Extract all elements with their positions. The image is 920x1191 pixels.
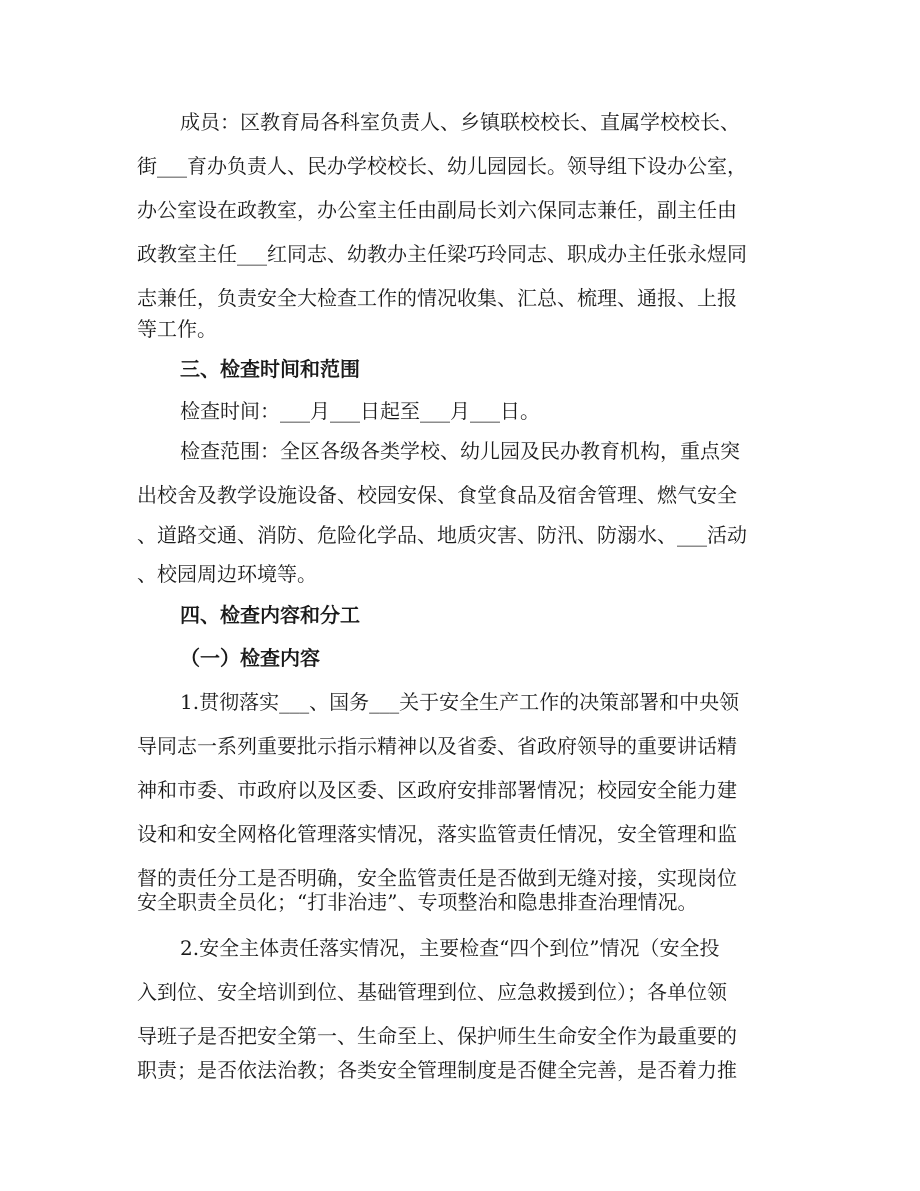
members-paragraph-line-1: 成员：区教育局各科室负责人、乡镇联校校长、直属学校校长、 xyxy=(180,110,740,134)
subsection-heading-1: （一）检查内容 xyxy=(180,646,320,670)
item-1-line-3: 神和市委、市政府以及区委、区政府安排部署情况；校园安全能力建 xyxy=(137,778,737,802)
item-1-line-6: 安全职责全员化；“打非治违”、专项整治和隐患排查治理情况。 xyxy=(137,890,698,914)
item-1-line-2: 导同志一系列重要批示指示精神以及省委、省政府领导的重要讲话精 xyxy=(137,734,737,758)
check-scope-line-2: 出校舍及教学设施设备、校园安保、食堂食品及宿舍管理、燃气安全 xyxy=(137,483,737,507)
item-2-line-3: 导班子是否把安全第一、生命至上、保护师生生命安全作为最重要的 xyxy=(137,1024,737,1048)
item-2-line-2: 入到位、安全培训到位、基础管理到位、应急救援到位）；各单位领 xyxy=(137,980,727,1004)
check-time-line: 检查时间：___月___日起至___月___日。 xyxy=(180,399,540,423)
item-1-line-5: 督的责任分工是否明确，安全监管责任是否做到无缝对接，实现岗位 xyxy=(137,866,737,890)
check-scope-line-4: 、校园周边环境等。 xyxy=(137,562,317,586)
section-heading-4: 四、检查内容和分工 xyxy=(180,603,360,627)
members-paragraph-line-6: 等工作。 xyxy=(137,317,217,341)
check-scope-line-3: 、道路交通、消防、危险化学品、地质灾害、防汛、防溺水、___活动 xyxy=(137,523,747,547)
item-2-line-1: 2.安全主体责任落实情况，主要检查“四个到位”情况（安全投 xyxy=(180,936,720,960)
check-scope-line-1: 检查范围：全区各级各类学校、幼儿园及民办教育机构，重点突 xyxy=(180,439,740,463)
members-paragraph-line-4: 政教室主任___红同志、幼教办主任梁巧玲同志、职成办主任张永煜同 xyxy=(137,242,747,266)
members-paragraph-line-5: 志兼任，负责安全大检查工作的情况收集、汇总、梳理、通报、上报 xyxy=(137,286,737,310)
item-2-line-4: 职责；是否依法治教；各类安全管理制度是否健全完善，是否着力推 xyxy=(137,1058,737,1082)
section-heading-3: 三、检查时间和范围 xyxy=(180,357,360,381)
members-paragraph-line-3: 办公室设在政教室，办公室主任由副局长刘六保同志兼任，副主任由 xyxy=(137,198,737,222)
item-1-line-4: 设和和安全网格化管理落实情况，落实监管责任情况，安全管理和监 xyxy=(137,822,737,846)
item-1-line-1: 1.贯彻落实___、国务___关于安全生产工作的决策部署和中央领 xyxy=(180,690,740,714)
members-paragraph-line-2: 街___育办负责人、民办学校校长、幼儿园园长。领导组下设办公室， xyxy=(137,154,747,178)
